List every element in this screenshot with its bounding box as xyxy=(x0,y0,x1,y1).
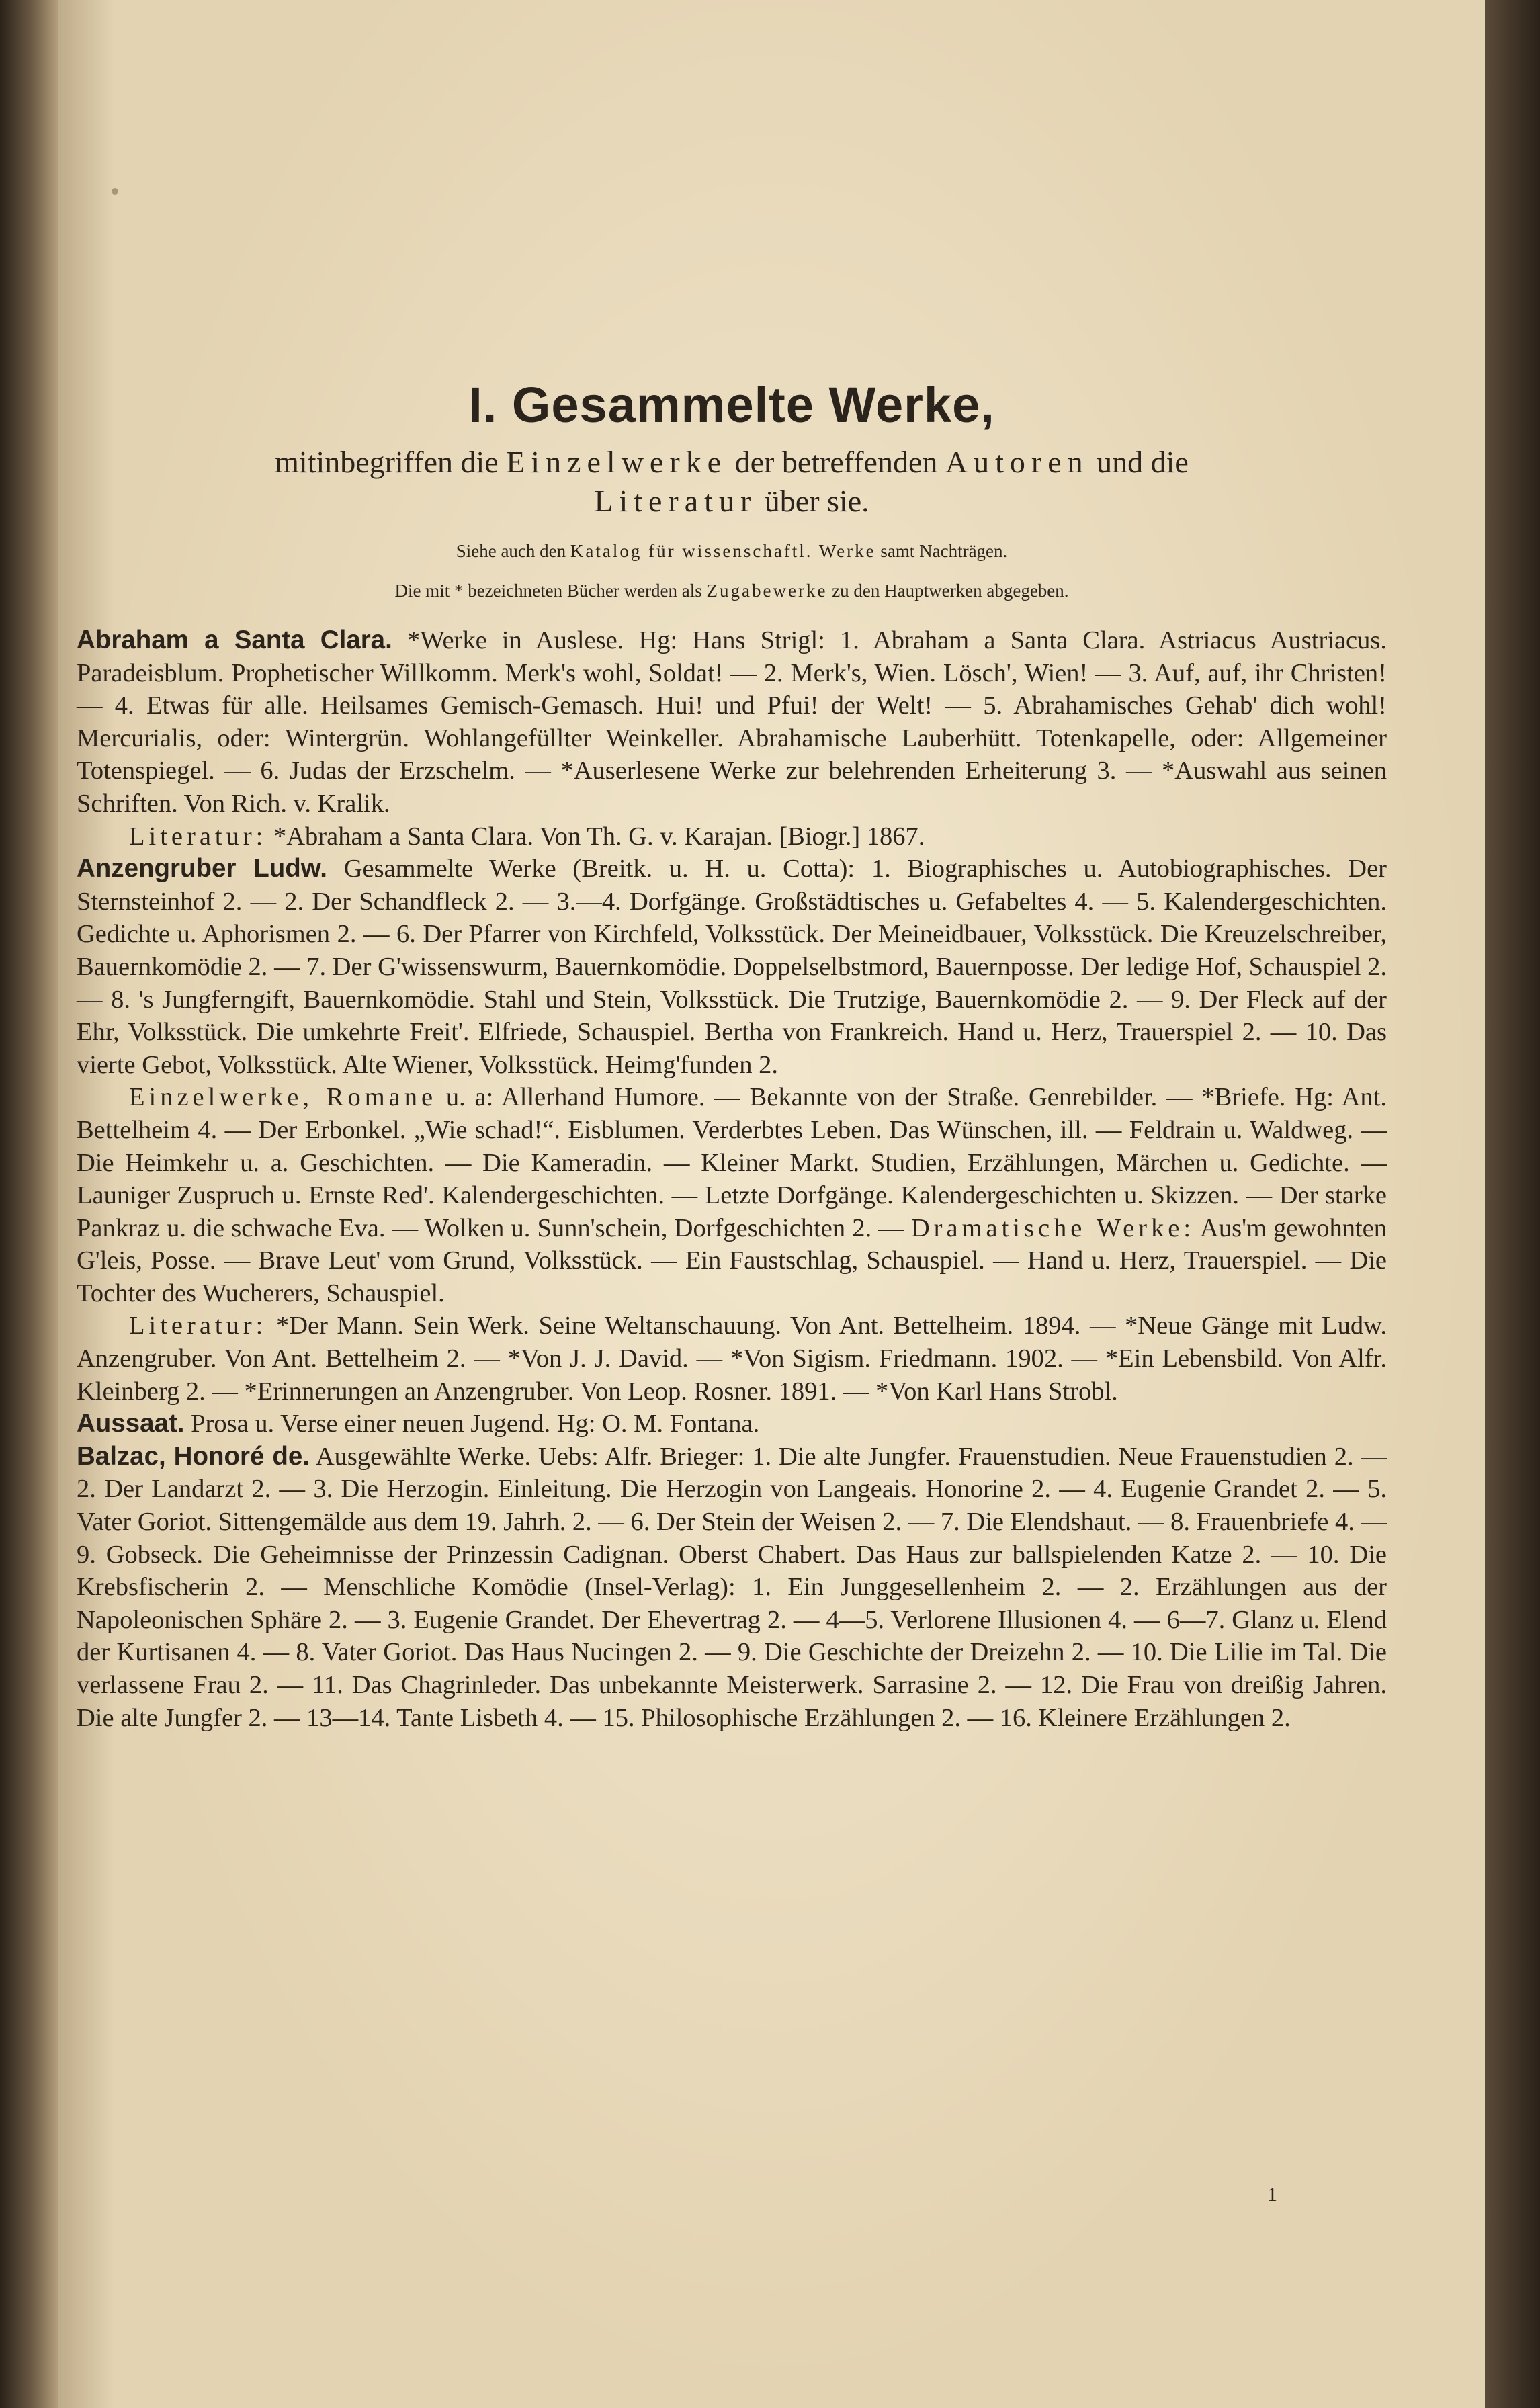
subheading-text: der betreffenden xyxy=(727,445,945,479)
entry-balzac xyxy=(77,1440,1387,1734)
note-spaced-katalog: Katalog für wissenschaftl. Werke xyxy=(570,541,876,561)
einzelwerke-label: Einzelwerke, Romane xyxy=(129,1083,437,1112)
subheading-spaced-literatur: Literatur xyxy=(594,484,757,518)
note-text: samt Nachträgen. xyxy=(875,541,1008,561)
page-content xyxy=(77,376,1387,1734)
note-text: Die mit * bezeichneten Bücher werden als xyxy=(394,580,707,601)
subheading-text: über sie. xyxy=(757,484,869,518)
entry-literatur-anzengruber xyxy=(77,1309,1387,1408)
subheading-text: und die xyxy=(1088,445,1189,479)
subheading-text: mitinbegriffen die xyxy=(275,445,507,479)
entry-text: *Abraham a Santa Clara. Von Th. G. v. Karajan. [Biogr.] 1867. xyxy=(267,822,925,851)
entry-author: Abraham a Santa Clara. xyxy=(77,626,392,654)
subheading-spaced-einzelwerke: Einzelwerke xyxy=(506,445,728,479)
entry-abraham-a-santa-clara xyxy=(77,624,1387,820)
asterisk-note xyxy=(77,580,1387,601)
entry-anzengruber xyxy=(77,853,1387,1081)
page-edge-shadow xyxy=(1485,0,1540,2408)
book-binding xyxy=(0,0,58,2408)
catalog-note xyxy=(77,541,1387,562)
dramatische-werke-label: Dramatische Werke: xyxy=(910,1213,1195,1242)
entry-text: Gesammelte Werke (Breitk. u. H. u. Cotta): 1. Biographisches u. Autobiographisches. Der Sternsteinhof 2. — 2. Der Schandfleck 2. — 3.—4. Dorfgänge. Großstädtisches u. Gefabeltes 4. — 5. Kalendergeschichten. Gedichte u. Aphorismen 2. — 6. Der Pfarrer von Kirchfeld, Volksstück. Der Meineidbauer, Volksstück. Die Kreuzelschreiber, Bauernkomödie 2. — 7. Der G'wissenswurm, Bauernkomödie. Doppelselbstmord, Bauernposse. Der ledige Hof, Schauspiel 2. — 8. 's Jungferngift, Bauernkomödie. Stahl und Stein, Volksstück. Die Trutzige, Bauernkomödie 2. — 9. Der Fleck auf der Ehr, Volksstück. Die umkehrte Freit'. Elfriede, Schauspiel. Bertha von Frankreich. Hand u. Herz, Trauerspiel 2. — 10. Das vierte Gebot, Volksstück. Alte Wiener, Volksstück. Heimg'funden 2. xyxy=(77,855,1387,1079)
entry-author: Aussaat. xyxy=(77,1409,185,1438)
section-heading: I. Gesammelte Werke, xyxy=(468,377,995,433)
entry-text: Ausgewählte Werke. Uebs: Alfr. Brieger: 1. Die alte Jungfer. Frauenstudien. Neue Frauenstudien 2. — 2. Der Landarzt 2. — 3. Die Herzogin. Einleitung. Die Herzogin von Langeais. Honorine 2. — 4. Eugenie Grandet 2. — 5. Vater Goriot. Sittengemälde aus dem 19. Jahrh. 2. — 6. Der Stein der Weisen 2. — 7. Die Elendshaut. — 8. Frauenbriefe 4. — 9. Gobseck. Die Geheimnisse der Prinzessin Cadignan. Oberst Chabert. Das Haus zur ballspielenden Katze 2. — 10. Die Krebsfischerin 2. — Menschliche Komödie (Insel-Verlag): 1. Ein Junggesellenheim 2. — 2. Erzählungen aus der Napoleonischen Sphäre 2. — 3. Eugenie Grandet. Der Ehevertrag 2. — 4—5. Verlorene Illusionen 4. — 6—7. Glanz u. Elend der Kurtisanen 4. — 8. Vater Goriot. Das Haus Nucingen 2. — 9. Die Geschichte der Dreizehn 2. — 10. Die Lilie im Tal. Die verlassene Frau 2. — 11. Das Chagrinleder. Das unbekannte Meisterwerk. Sarrasine 2. — 12. Die Frau von dreißig Jahren. Die alte Jungfer 2. — 13—14. Tante Lisbeth 4. — 15. Philosophische Erzählungen 2. — 16. Kleinere Erzählungen 2. xyxy=(77,1442,1387,1732)
entry-text: Aus'm gewohnten G'leis, Posse. — Brave Leut' vom Grund, Volksstück. — Ein Faustschlag, Schauspiel. — Hand u. Herz, Trauerspiel. — Die Tochter des Wucherers, Schauspiel. xyxy=(77,1213,1387,1307)
literatur-label: Literatur: xyxy=(129,1312,267,1340)
entry-text: u. a: Allerhand Humore. — Bekannte von der Straße. Genrebilder. — *Briefe. Hg: Ant. Bettelheim 4. — Der Erbonkel. „Wie schad!“. Eisblumen. Verderbtes Leben. Das Wünschen, ill. — Feldrain u. Waldweg. — Die Heimkehr u. a. Geschichten. — Die Kameradin. — Kleiner Markt. Studien, Erzählungen, Märchen u. Gedichte. — Launiger Zuspruch u. Ernste Red'. Kalendergeschichten. — Letzte Dorfgänge. Kalendergeschichten u. Skizzen. — Der starke Pankraz u. die schwache Eva. — Wolken u. Sunn'schein, Dorfgeschichten 2. — xyxy=(77,1083,1387,1242)
section-subheading xyxy=(77,443,1387,521)
entry-author: Anzengruber Ludw. xyxy=(77,854,327,884)
book-page xyxy=(58,0,1485,2408)
entry-literatur-abraham xyxy=(77,820,1387,853)
entry-aussaat xyxy=(77,1408,1387,1440)
literatur-label: Literatur: xyxy=(129,822,267,851)
entry-text: Prosa u. Verse einer neuen Jugend. Hg: O. M. Fontana. xyxy=(184,1410,760,1438)
ink-smudge xyxy=(112,188,118,195)
entry-einzelwerke-anzengruber xyxy=(77,1081,1387,1309)
note-text: Siehe auch den xyxy=(456,541,570,561)
entry-author: Balzac, Honoré de. xyxy=(77,1441,310,1471)
entry-text: *Der Mann. Sein Werk. Seine Weltanschauung. Von Ant. Bettelheim. 1894. — *Neue Gänge mit Ludw. Anzengruber. Von Ant. Bettelheim 2. — *Von J. J. David. — *Von Sigism. Friedmann. 1902. — *Ein Lebensbild. Von Alfr. Kleinberg 2. — *Erinnerungen an Anzengruber. Von Leop. Rosner. 1891. — *Von Karl Hans Strobl. xyxy=(77,1312,1387,1406)
subheading-spaced-autoren: Autoren xyxy=(945,445,1089,479)
note-spaced-zugabe: Zugabewerke xyxy=(706,580,828,601)
entry-text: *Werke in Auslese. Hg: Hans Strigl: 1. Abraham a Santa Clara. Astriacus Austriacus. Paradeisblum. Prophetischer Willkomm. Merk's wohl, Soldat! — 2. Merk's, Wien. Lösch', Wien! — 3. Auf, auf, ihr Christen! — 4. Etwas für alle. Heilsames Gemisch-Gemasch. Hui! und Pfui! der Welt! — 5. Abrahamisches Gehab' dich wohl! Mercurialis, oder: Wintergrün. Wohlangefüllter Weinkeller. Abrahamische Lauberhütt. Totenkapelle, oder: Allgemeiner Totenspiegel. — 6. Judas der Erzschelm. — *Auserlesene Werke zur belehrenden Erheiterung 3. — *Auswahl aus seinen Schriften. Von Rich. v. Kralik. xyxy=(77,626,1387,818)
page-number: 1 xyxy=(1267,2184,1277,2206)
note-text: zu den Hauptwerken abgegeben. xyxy=(827,580,1069,601)
